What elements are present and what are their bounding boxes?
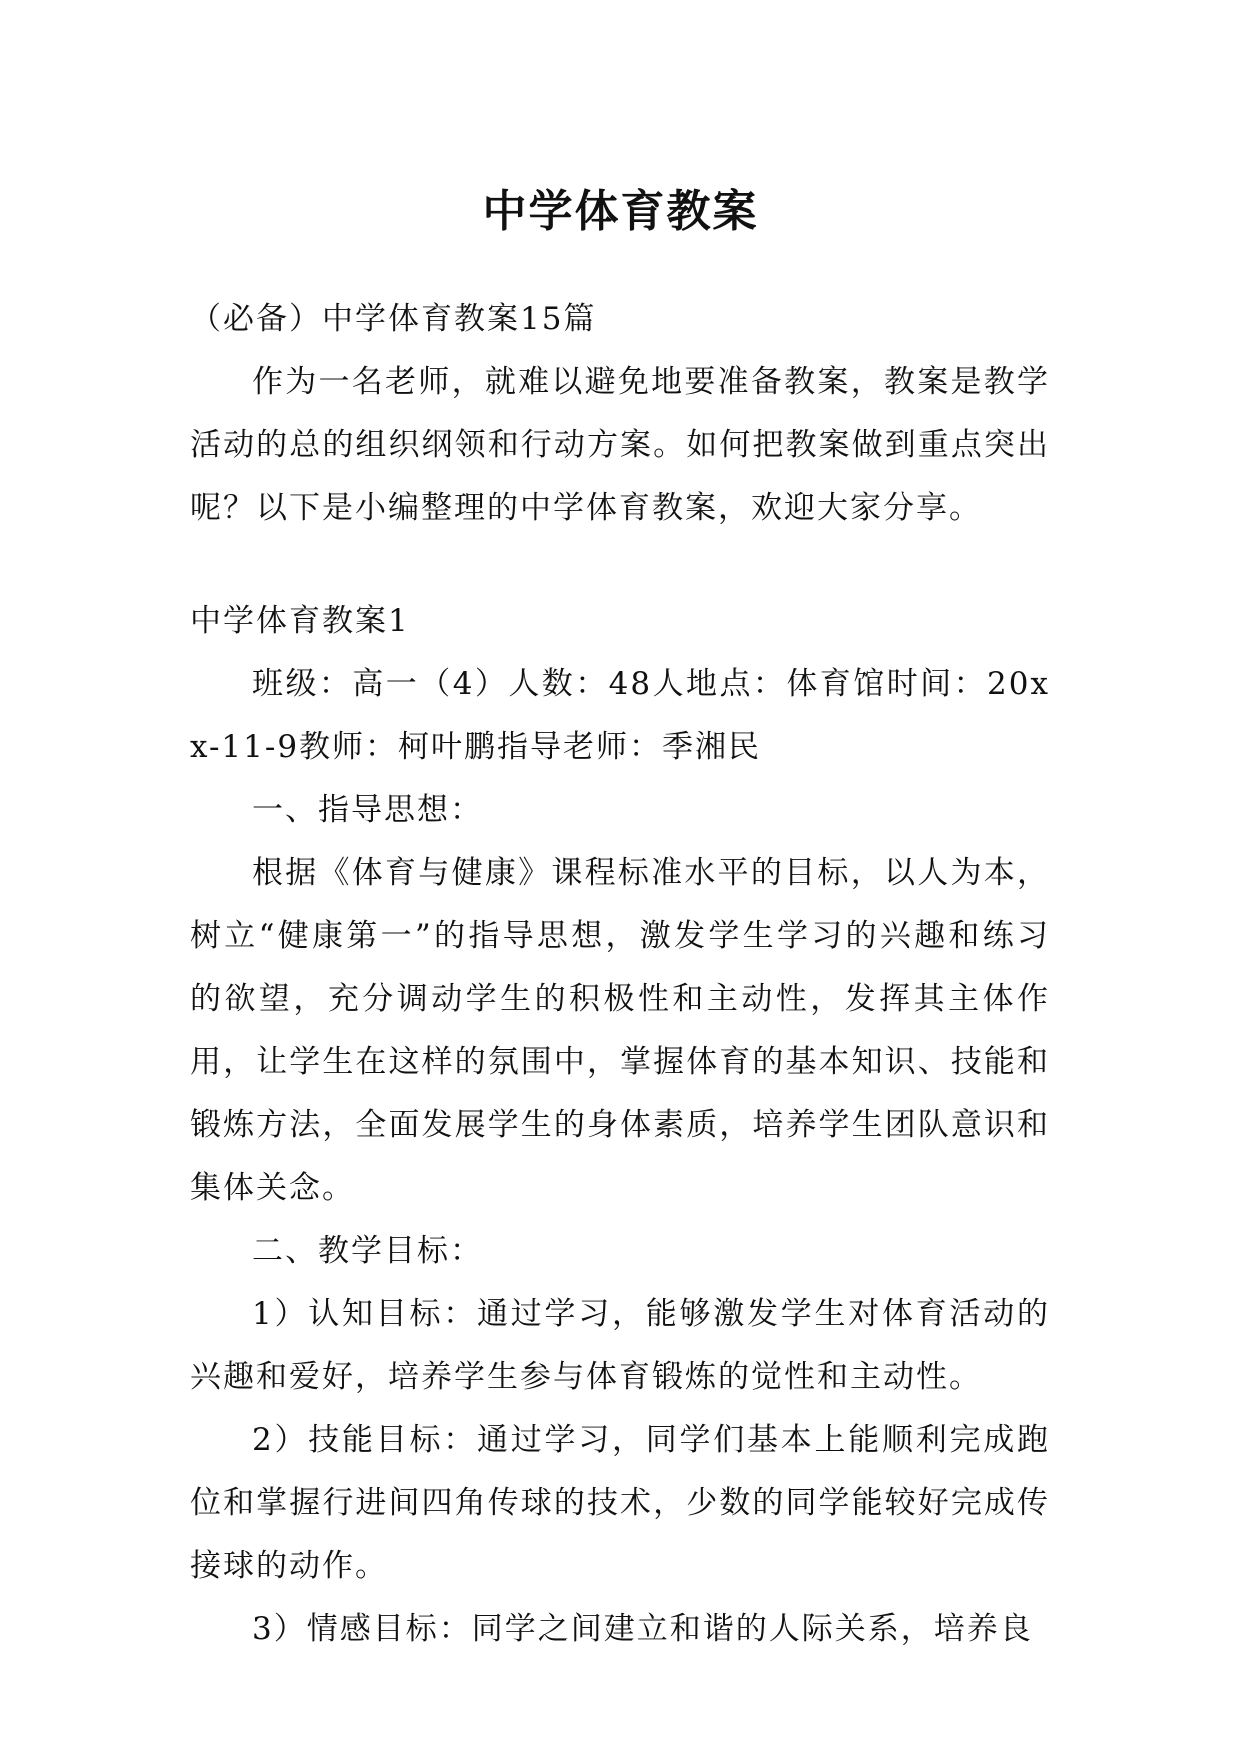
- intro-paragraph: 作为一名老师，就难以避免地要准备教案，教案是教学活动的总的组织纲领和行动方案。如何把教案做到重点突出呢？以下是小编整理的中学体育教案，欢迎大家分享。: [190, 364, 1050, 526]
- goal-skill: 2）技能目标：通过学习，同学们基本上能顺利完成跑位和掌握行进间四角传球的技术，少数的同学能较好完成传接球的动作。: [190, 1422, 1050, 1584]
- goals-heading: 二、教学目标：: [252, 1233, 483, 1269]
- goal-emotional: 3）情感目标：同学之间建立和谐的人际关系，培养良: [252, 1611, 1033, 1647]
- document-title: 中学体育教案: [482, 186, 759, 238]
- guiding-paragraph: 根据《体育与健康》课程标准水平的目标，以人为本，树立“健康第一”的指导思想，激发学生学习的兴趣和练习的欲望，充分调动学生的积极性和主动性，发挥其主体作用，让学生在这样的氛围中，掌握体育的基本知识、技能和锻炼方法，全面发展学生的身体素质，培养学生团队意识和集体关念。: [190, 855, 1050, 1206]
- class-info-paragraph: 班级：高一（4）人数：48人地点：体育馆时间：20xx-11-9教师：柯叶鹏指导老师：季湘民: [190, 666, 1050, 765]
- document-subtitle: （必备）中学体育教案15篇: [190, 301, 597, 337]
- guiding-heading: 一、指导思想：: [252, 792, 483, 828]
- document-body: [190, 288, 1050, 1661]
- goal-cognitive: 1）认知目标：通过学习，能够激发学生对体育活动的兴趣和爱好，培养学生参与体育锻炼的觉性和主动性。: [190, 1296, 1050, 1395]
- section-heading: 中学体育教案1: [190, 603, 410, 639]
